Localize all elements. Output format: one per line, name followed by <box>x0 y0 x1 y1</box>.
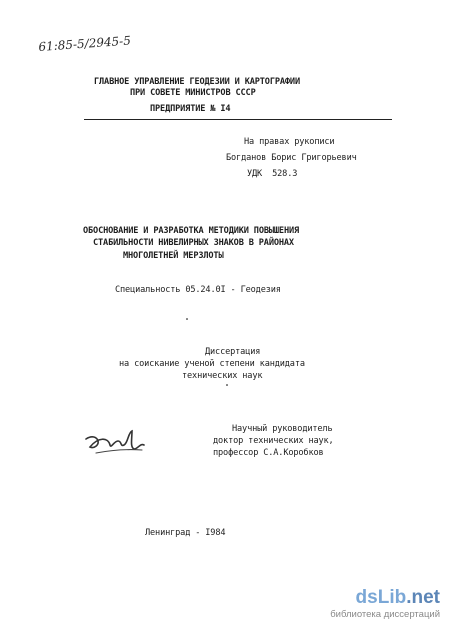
watermark <box>330 588 440 620</box>
title-line-1: ОБОСНОВАНИЕ И РАЗРАБОТКА МЕТОДИКИ ПОВЫШЕНИЯ <box>83 226 300 236</box>
handwritten-code: 61:85-5/2945-5 <box>38 33 132 54</box>
scan-speck <box>186 318 188 320</box>
dissertation-line-3: технических наук <box>182 371 263 381</box>
title-line-2: СТАБИЛЬНОСТИ НИВЕЛИРНЫХ ЗНАКОВ В РАЙОНАХ <box>93 238 294 248</box>
dissertation-line-2: на соискание ученой степени кандидата <box>119 359 305 369</box>
author-name: Богданов Борис Григорьевич <box>226 153 357 163</box>
rights-line: На правах рукописи <box>244 137 335 147</box>
header-line-3: ПРЕДПРИЯТИЕ № I4 <box>150 104 231 114</box>
watermark-logo: dsLib.net <box>355 587 440 608</box>
title-line-3: МНОГОЛЕТНЕЙ МЕРЗЛОТЫ <box>123 251 224 261</box>
header-line-2: ПРИ СОВЕТЕ МИНИСТРОВ СССР <box>130 88 256 98</box>
watermark-caption: библиотека диссертаций <box>330 609 440 620</box>
specialty-line: Специальность 05.24.0I - Геодезия <box>115 285 281 295</box>
supervisor-line-1: Научный руководитель <box>232 424 333 434</box>
handwritten-signature <box>82 423 152 463</box>
header-rule <box>84 119 392 120</box>
header-line-1: ГЛАВНОЕ УПРАВЛЕНИЕ ГЕОДЕЗИИ И КАРТОГРАФИИ <box>94 77 300 87</box>
scan-speck-2 <box>226 384 228 386</box>
dissertation-line-1: Диссертация <box>205 347 261 357</box>
supervisor-line-3: профессор С.А.Коробков <box>213 448 324 458</box>
udc-code: УДК 528.3 <box>247 169 298 179</box>
place-year: Ленинград - I984 <box>145 528 226 538</box>
supervisor-line-2: доктор технических наук, <box>213 436 334 446</box>
